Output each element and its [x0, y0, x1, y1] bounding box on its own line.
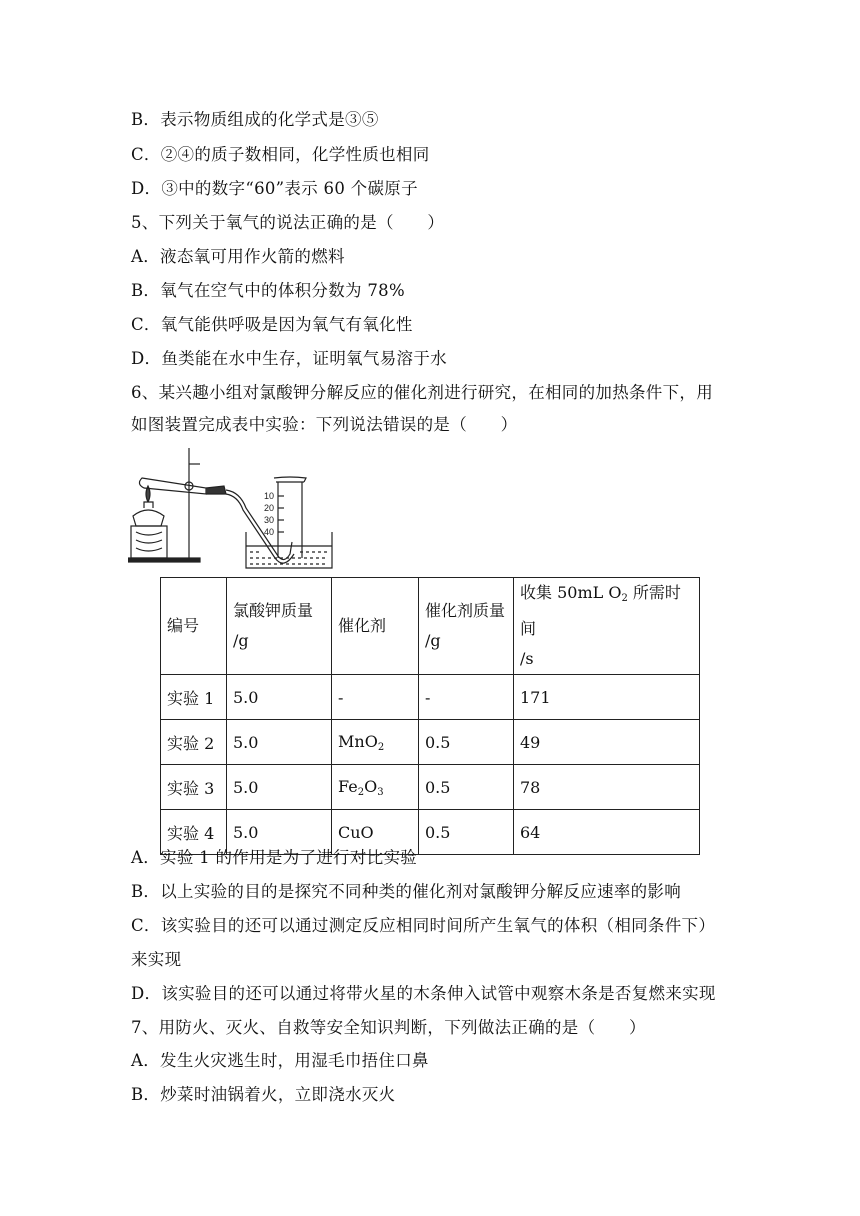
water-trough	[246, 532, 332, 568]
wood-block	[131, 526, 167, 558]
cell-catalyst: -	[332, 675, 419, 720]
cell-mass: 5.0	[227, 765, 332, 810]
cell-mass: 5.0	[227, 810, 332, 855]
cell-mass: 5.0	[227, 720, 332, 765]
option-d-q6: D．该实验目的还可以通过将带火星的木条伸入试管中观察木条是否复燃来实现	[131, 984, 716, 1003]
option-a-q6: A．实验 1 的作用是为了进行对比实验	[131, 848, 418, 867]
experiment-table	[160, 577, 700, 855]
option-c-q4: C．②④的质子数相同，化学性质也相同	[131, 145, 430, 164]
scale-label-20: 20	[264, 503, 275, 513]
apparatus-figure	[128, 446, 333, 574]
table-row	[161, 675, 700, 720]
option-c-q6-line2: 来实现	[131, 950, 182, 969]
question-7: 7、用防火、灭火、自救等安全知识判断，下列做法正确的是（ ）	[131, 1018, 646, 1037]
cell-id: 实验 2	[161, 720, 227, 765]
cell-time: 78	[514, 765, 700, 810]
option-a-q5: A．液态氧可用作火箭的燃料	[131, 247, 345, 266]
cell-catalyst: $Fe_2O_3$	[332, 765, 419, 810]
cell-catalyst-mass: 0.5	[419, 810, 514, 855]
option-c-q5: C．氧气能供呼吸是因为氧气有氧化性	[131, 315, 413, 334]
delivery-tube	[226, 490, 292, 560]
cell-id: 实验 1	[161, 675, 227, 720]
question-6-line1: 6、某兴趣小组对氯酸钾分解反应的催化剂进行研究，在相同的加热条件下，用	[131, 383, 713, 402]
scale-label-10: 10	[264, 491, 275, 501]
option-c-q6-line1: C．该实验目的还可以通过测定反应相同时间所产生氧气的体积（相同条件下）	[131, 916, 716, 935]
cell-time: 49	[514, 720, 700, 765]
scale-label-30: 30	[264, 515, 275, 525]
cell-mass: 5.0	[227, 675, 332, 720]
cell-time: 64	[514, 810, 700, 855]
header-catalyst-mass: 催化剂质量 /g	[419, 578, 514, 675]
option-d-q4: D．③中的数字“60”表示 60 个碳原子	[131, 179, 418, 198]
table-row	[161, 765, 700, 810]
cell-id: 实验 4	[161, 810, 227, 855]
option-b-q4: B．表示物质组成的化学式是③⑤	[131, 110, 379, 129]
cell-catalyst: CuO	[332, 810, 419, 855]
question-5: 5、下列关于氧气的说法正确的是（ ）	[131, 213, 445, 232]
table-row	[161, 720, 700, 765]
cell-catalyst-mass: 0.5	[419, 765, 514, 810]
option-b-q5: B．氧气在空气中的体积分数为 78%	[131, 281, 405, 300]
option-a-q7: A．发生火灾逃生时，用湿毛巾捂住口鼻	[131, 1051, 429, 1070]
cell-catalyst: MnO$_2$	[332, 720, 419, 765]
scale-label-40: 40	[264, 527, 275, 537]
option-d-q5: D．鱼类能在水中生存，证明氧气易溶于水	[131, 349, 447, 368]
header-id: 编号	[161, 578, 227, 675]
header-kclo3-mass: 氯酸钾质量 /g	[227, 578, 332, 675]
question-6-line2: 如图装置完成表中实验：下列说法错误的是（ ）	[131, 415, 518, 434]
cell-time: 171	[514, 675, 700, 720]
cell-catalyst-mass: -	[419, 675, 514, 720]
option-b-q7: B．炒菜时油锅着火，立即浇水灭火	[131, 1085, 396, 1104]
option-b-q6: B．以上实验的目的是探究不同种类的催化剂对氯酸钾分解反应速率的影响	[131, 882, 682, 901]
alcohol-lamp	[133, 510, 164, 526]
header-catalyst: 催化剂	[332, 578, 419, 675]
cell-id: 实验 3	[161, 765, 227, 810]
table-header-row	[161, 578, 700, 675]
header-time: 收集 50mL $O_2$ 所需时间 /s	[514, 578, 700, 675]
cell-catalyst-mass: 0.5	[419, 720, 514, 765]
